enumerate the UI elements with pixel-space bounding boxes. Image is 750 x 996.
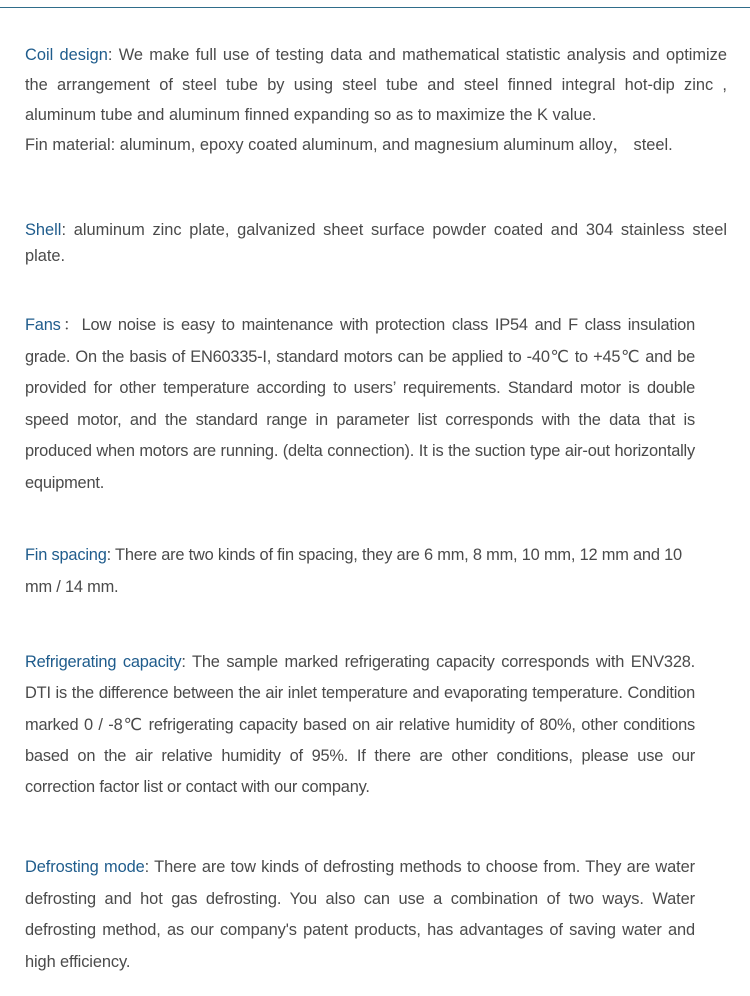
coil-design-heading: Coil design: [25, 46, 108, 64]
fans-text: ：Low noise is easy to maintenance with protection class IP54 and F class insulation grade. On the basis of EN60335-I, standard motors can be applied to -40℃ to +45℃ and be provided for other temperature according to users’ requirements. Standard motor is double speed motor, and the standard range in parameter list corresponds with the data that is produced when motors are running. (delta connection). It is the suction type air-out horizontally equipment.: [25, 316, 695, 492]
defrosting-mode-heading: Defrosting mode: [25, 858, 145, 876]
section-defrosting-mode: [25, 852, 695, 978]
fin-spacing-text: : There are two kinds of fin spacing, they are 6 mm, 8 mm, 10 mm, 12 mm and 10 mm / 14 mm.: [25, 546, 682, 596]
top-divider: [0, 7, 750, 8]
fans-heading: Fans: [25, 316, 61, 334]
coil-design-text: : We make full use of testing data and mathematical statistic analysis and optimize the arrangement of steel tube by using steel tube and steel finned integral hot-dip zinc , aluminum tube and aluminum finned expanding so as to maximize the K value.: [25, 46, 727, 124]
section-fin-spacing: [25, 539, 695, 603]
defrosting-mode-text: : There are tow kinds of defrosting methods to choose from. They are water defrosting and hot gas defrosting. You also can use a combination of two ways. Water defrosting method, as our company's patent products, has advantages of saving water and high efficiency.: [25, 858, 696, 971]
section-coil-design: [25, 40, 727, 160]
refrigerating-capacity-text: : The sample marked refrigerating capacity corresponds with ENV328. DTI is the difference between the air inlet temperature and evaporating temperature. Condition marked 0 / -8℃ refrigerating capacity based on air relative humidity of 80%, other conditions based on the air relative humidity of 95%. If there are other conditions, please use our correction factor list or contact with our company.: [25, 653, 696, 797]
refrigerating-capacity-heading: Refrigerating capacity: [25, 653, 182, 671]
fin-material-text: Fin material: aluminum, epoxy coated aluminum, and magnesium aluminum alloy， steel.: [25, 136, 673, 154]
fin-spacing-heading: Fin spacing: [25, 546, 107, 564]
section-refrigerating-capacity: [25, 647, 695, 803]
shell-text: : aluminum zinc plate, galvanized sheet surface powder coated and 304 stainless steel plate.: [25, 221, 727, 265]
section-fans: [25, 310, 695, 499]
section-shell: [25, 217, 727, 269]
shell-heading: Shell: [25, 221, 62, 239]
